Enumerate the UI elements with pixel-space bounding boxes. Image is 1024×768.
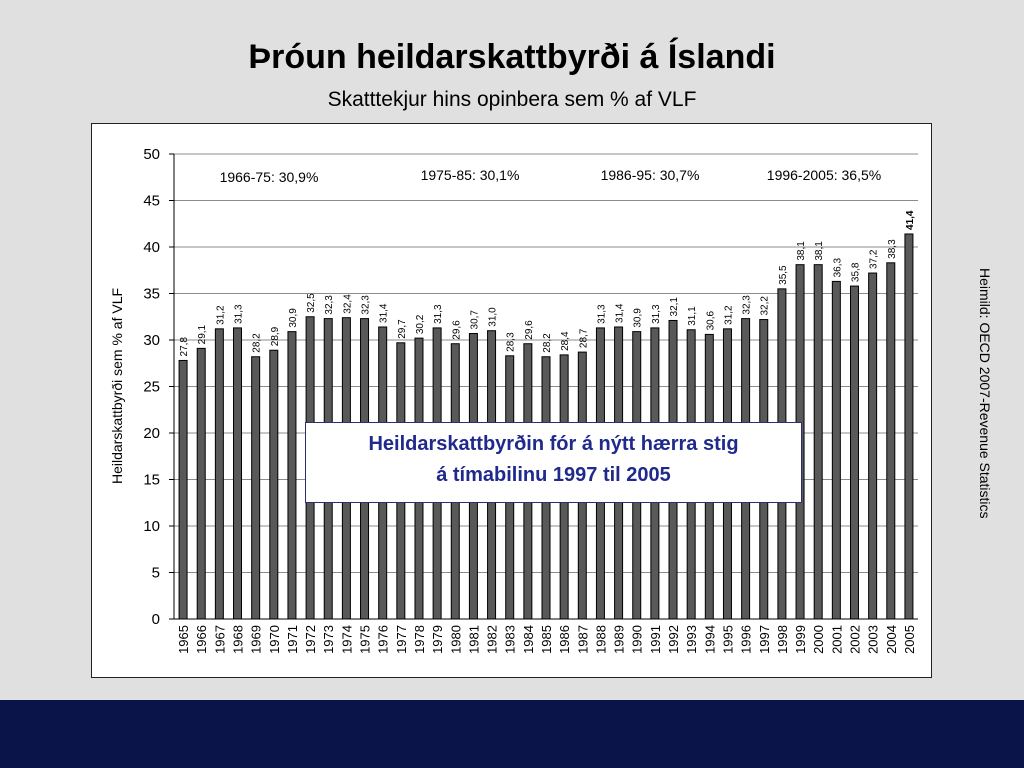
y-tick-label: 40 (143, 239, 160, 256)
y-tick-label: 10 (143, 518, 160, 535)
data-label: 31,3 (233, 304, 245, 324)
data-label: 32,3 (360, 295, 372, 315)
footer-band (0, 700, 1024, 768)
data-label: 31,3 (433, 304, 445, 324)
data-label: 36,3 (832, 257, 844, 278)
bar-2005 (905, 234, 913, 619)
x-tick-label: 1996 (738, 625, 754, 654)
data-label: 28,2 (542, 333, 553, 353)
x-tick-label: 1975 (357, 625, 373, 654)
bar-1970 (270, 350, 278, 619)
x-tick-label: 1985 (539, 625, 554, 654)
x-tick-label: 1988 (593, 625, 609, 654)
x-tick-label: 1972 (303, 625, 319, 654)
x-tick-label: 2004 (883, 625, 899, 654)
data-label: 31,4 (614, 303, 626, 323)
data-label: 38,1 (796, 241, 808, 261)
chart-container (91, 123, 932, 678)
x-tick-label: 2005 (901, 625, 917, 654)
data-label: 32,5 (306, 293, 318, 313)
data-label: 32,3 (741, 295, 753, 315)
x-tick-label: 2003 (865, 625, 881, 654)
x-tick-label: 1970 (266, 625, 282, 654)
x-tick-label: 1990 (629, 625, 645, 654)
bar-2004 (887, 263, 895, 619)
data-label: 29,7 (396, 319, 408, 339)
x-tick-label: 1965 (176, 625, 192, 654)
bar-1967 (215, 329, 223, 619)
data-label: 31,0 (487, 307, 499, 327)
data-label: 30,9 (632, 308, 644, 328)
x-tick-label: 1986 (557, 625, 573, 654)
y-tick-label: 15 (143, 471, 160, 489)
x-tick-label: 2002 (847, 625, 863, 654)
bar-2003 (869, 273, 877, 619)
y-tick-label: 45 (143, 192, 160, 210)
data-label: 28,7 (578, 328, 590, 349)
data-label: 32,1 (669, 297, 681, 317)
x-tick-label: 1979 (430, 625, 446, 654)
callout-line-1: Heildarskattbyrðin fór á nýtt hærra stig (368, 433, 739, 455)
bar-1969 (252, 357, 260, 619)
data-label: 29,1 (197, 324, 209, 345)
y-tick-label: 30 (143, 332, 160, 349)
y-tick-label: 25 (143, 378, 160, 396)
data-label: 29,6 (451, 320, 463, 340)
data-label: 30,2 (414, 314, 426, 335)
x-tick-label: 1971 (284, 625, 300, 654)
x-tick-label: 1966 (194, 625, 210, 654)
x-tick-label: 1995 (720, 625, 736, 654)
slide-title: Þróun heildarskattbyrði á Íslandi (248, 38, 776, 76)
bar-1965 (179, 360, 187, 619)
y-tick-label: 0 (151, 611, 160, 628)
x-tick-label: 1994 (702, 625, 718, 654)
data-label: 32,2 (759, 296, 771, 316)
data-label: 31,4 (378, 303, 390, 323)
slide-subtitle: Skatttekjur hins opinbera sem % af VLF (327, 88, 697, 111)
data-label: 38,1 (814, 241, 826, 261)
bar-chart (92, 124, 931, 677)
data-label: 41,4 (904, 210, 916, 230)
data-label: 35,8 (850, 262, 862, 283)
x-tick-label: 2001 (829, 625, 845, 654)
x-tick-label: 1998 (774, 625, 790, 654)
y-axis-title: Heildarskattbyrði sem % af VLF (109, 287, 125, 485)
data-label: 31,3 (650, 304, 662, 324)
data-label: 28,2 (251, 333, 263, 353)
data-label: 32,4 (342, 294, 354, 314)
data-label: 37,2 (868, 249, 880, 270)
x-tick-label: 1984 (520, 625, 536, 654)
x-tick-label: 1982 (484, 625, 500, 654)
y-tick-label: 5 (151, 564, 160, 582)
data-label: 30,9 (287, 308, 299, 328)
data-label: 35,5 (777, 265, 789, 285)
bar-1966 (197, 348, 205, 619)
x-tick-label: 2000 (811, 625, 827, 654)
data-label: 28,9 (269, 326, 281, 347)
period-annotation: 1986-95: 30,7% (600, 167, 700, 183)
x-tick-label: 1991 (647, 625, 663, 654)
period-annotation: 1996-2005: 36,5% (766, 167, 882, 183)
bar-1971 (288, 332, 296, 619)
x-tick-label: 1980 (448, 625, 464, 654)
x-tick-label: 1974 (339, 625, 355, 654)
data-label: 30,6 (705, 310, 717, 331)
x-tick-label: 1978 (411, 625, 427, 654)
data-label: 31,2 (215, 305, 227, 325)
data-label: 31,1 (687, 306, 699, 326)
data-label: 38,3 (886, 239, 898, 259)
x-tick-label: 1983 (502, 625, 518, 654)
x-tick-label: 1967 (212, 625, 228, 654)
callout-line-2: á tímabilinu 1997 til 2005 (436, 464, 671, 486)
data-label: 31,3 (596, 304, 608, 324)
y-tick-label: 20 (143, 425, 160, 442)
data-label: 27,8 (179, 336, 191, 357)
x-tick-label: 1997 (756, 625, 772, 654)
data-label: 30,7 (469, 310, 481, 330)
x-tick-label: 1973 (321, 625, 337, 654)
data-label: 28,4 (560, 331, 572, 351)
callout-box (305, 422, 802, 503)
x-tick-label: 1969 (248, 625, 264, 654)
period-annotation: 1975-85: 30,1% (420, 167, 520, 183)
x-tick-label: 1987 (575, 625, 591, 654)
period-annotation: 1966-75: 30,9% (219, 169, 319, 185)
data-label: 29,6 (523, 320, 535, 340)
bar-2001 (832, 281, 840, 619)
x-tick-label: 1989 (611, 625, 627, 654)
x-tick-label: 1968 (230, 625, 246, 654)
x-tick-label: 1999 (793, 625, 809, 654)
y-tick-label: 50 (143, 146, 160, 163)
x-tick-label: 1977 (393, 625, 409, 654)
data-label: 32,3 (324, 295, 336, 315)
x-tick-label: 1992 (666, 625, 682, 654)
x-tick-label: 1993 (684, 625, 700, 654)
source-note: Heimild: OECD 2007-Revenue Statistics (977, 268, 993, 519)
data-label: 31,2 (723, 305, 735, 325)
data-label: 28,3 (505, 332, 517, 352)
bar-2000 (814, 265, 822, 619)
x-tick-label: 1976 (375, 625, 391, 654)
y-tick-label: 35 (143, 285, 160, 303)
bar-2002 (850, 286, 858, 619)
bar-1968 (234, 328, 242, 619)
x-tick-label: 1981 (466, 625, 482, 654)
